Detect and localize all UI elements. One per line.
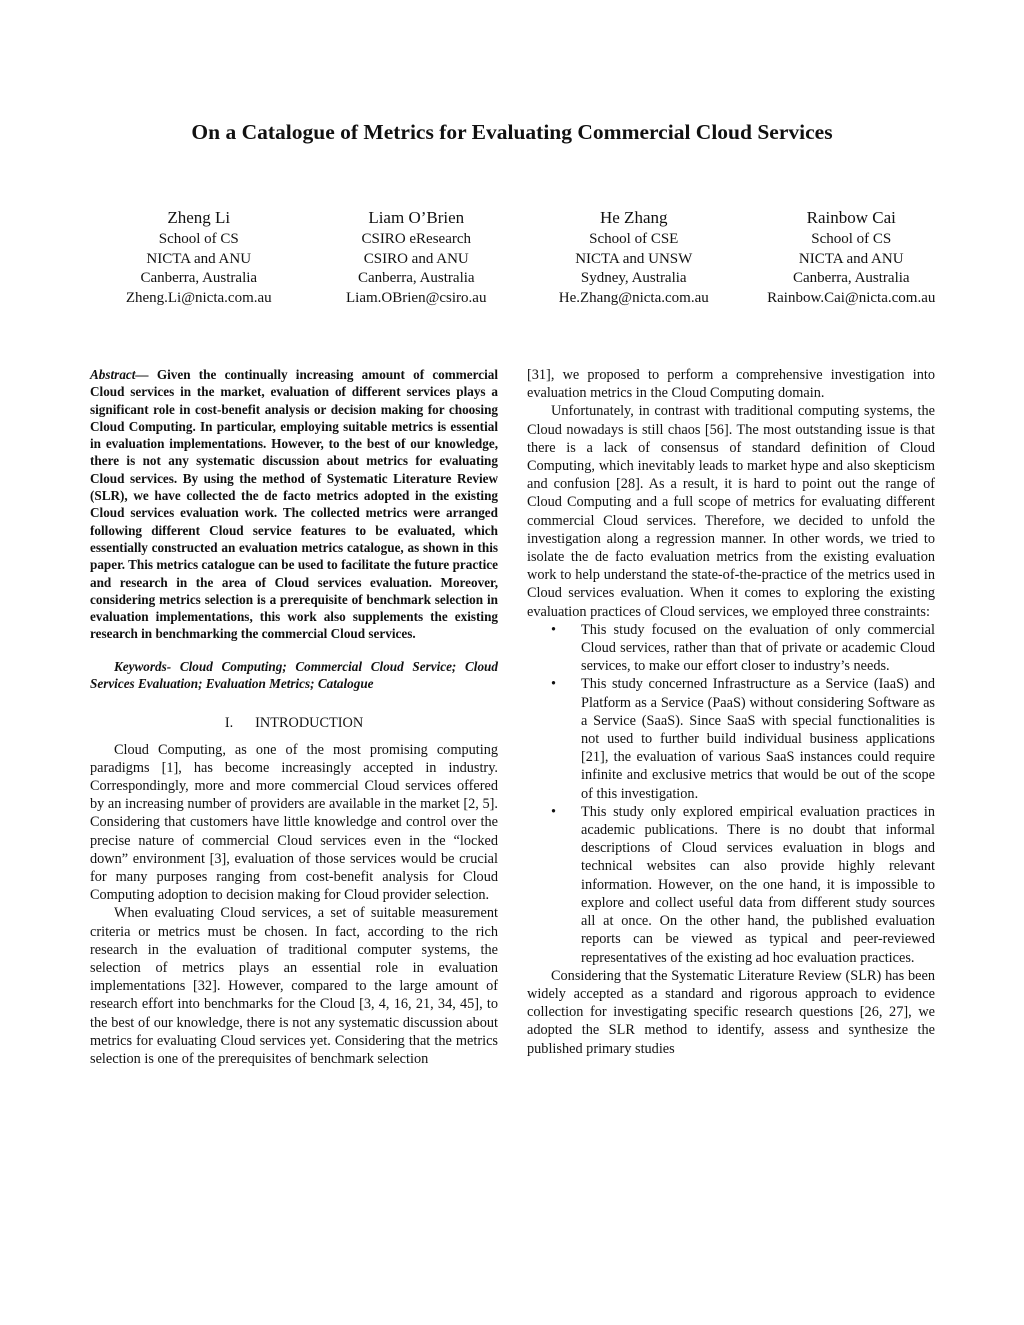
author-email: Rainbow.Cai@nicta.com.au [767, 289, 936, 306]
author-card [525, 206, 743, 308]
list-item-text: This study focused on the evaluation of only commercial Cloud services, rather than that of private or academic Cloud services, to make our effort closer to industry’s needs. [581, 621, 935, 675]
author-email: He.Zhang@nicta.com.au [558, 289, 709, 306]
bullet-icon: • [551, 621, 557, 638]
paragraph-continuation: [31], we proposed to perform a comprehensive investigation into evaluation metrics in the Cloud Computing domain. [527, 367, 935, 402]
author-location: Sydney, Australia [580, 270, 687, 286]
author-name: He Zhang [599, 208, 668, 227]
list-item [527, 803, 935, 967]
left-column [90, 366, 498, 1068]
author-department: CSIRO eResearch [361, 231, 472, 247]
right-column [527, 366, 935, 1058]
section-title-rest: NTRODUCTION [259, 715, 364, 732]
bullet-icon: • [551, 803, 557, 820]
author-block [90, 206, 960, 308]
paragraph: Cloud Computing, as one of the most promising computing paradigms [1], has become increasingly accepted in industry. Correspondingly, more and more commercial Cloud services offered by an increasing number of providers are available in the market [2, 5]. Considering that customers have little knowledge and control over the precise nature of commercial Cloud services even in the “locked down” environment [3], evaluation of those services would be crucial for many purposes ranging from cost-benefit analysis for Cloud Computing adoption to decision making for Cloud provider selection. [90, 741, 498, 904]
author-name: Liam O’Brien [368, 208, 465, 227]
author-organization: NICTA and ANU [798, 250, 904, 267]
author-organization: CSIRO and ANU [363, 250, 469, 267]
bullet-icon: • [551, 676, 557, 693]
list-item [527, 621, 935, 676]
list-item-text: This study only explored empirical evaluation practices in academic publications. There is no doubt that informal descriptions of Cloud services evaluation in blogs and technical websites can also provide highly relevant information. However, on the one hand, it is impossible to explore and collect useful data from different study sources all at once. On the other hand, the published evaluation reports can be viewed as typical and peer-reviewed representatives of the existing ad hoc evaluation practices. [581, 803, 935, 966]
constraints-list [527, 621, 935, 967]
author-department: School of CSE [589, 231, 679, 247]
author-email: Liam.OBrien@csiro.au [346, 289, 487, 306]
abstract [90, 366, 498, 643]
author-location: Canberra, Australia [357, 270, 475, 286]
author-email: Zheng.Li@nicta.com.au [125, 289, 272, 306]
abstract-label: Abstract— [90, 367, 149, 382]
paragraph: Considering that the Systematic Literature Review (SLR) has been widely accepted as a standard and rigorous approach to evidence collection for investigating specific research questions [26, 27], we adopted the SLR method to identify, assess and synthesize the published primary studies [527, 967, 935, 1057]
author-name: Zheng Li [167, 208, 231, 227]
section-heading [90, 714, 498, 732]
author-card [308, 206, 526, 308]
list-item-text: This study concerned Infrastructure as a Service (IaaS) and Platform as a Service (PaaS) without considering Software as a Service (SaaS). Since SaaS with special functionalities is not used to further build individual business applications [21], the evaluation of various SaaS instances could require infinite and exclusive metrics that would be out of the scope of this investigation. [581, 676, 935, 802]
paper-title: On a Catalogue of Metrics for Evaluating Commercial Cloud Services [191, 120, 833, 144]
list-item [527, 675, 935, 802]
section-title-initial: I [255, 715, 260, 732]
author-card [90, 206, 308, 308]
author-department: School of CS [811, 231, 892, 247]
author-card [743, 206, 961, 308]
author-organization: NICTA and UNSW [575, 250, 693, 267]
keywords: Keywords- Cloud Computing; Commercial Cloud Service; Cloud Services Evaluation; Evaluation Metrics; Catalogue [90, 658, 498, 692]
paragraph: When evaluating Cloud services, a set of suitable measurement criteria or metrics must be chosen. In fact, according to the rich research in the evaluation of traditional computer systems, the selection of metrics plays an essential role in evaluation implementations [32]. However, compared to the large amount of research effort into benchmarks for the Cloud [3, 4, 16, 21, 34, 45], to the best of our knowledge, there is not any systematic discussion about metrics for evaluating Cloud services yet. Considering that the metrics selection is one of the prerequisites of benchmark selection [90, 905, 498, 1067]
author-name: Rainbow Cai [806, 208, 896, 227]
paragraph: Unfortunately, in contrast with traditional computing systems, the Cloud nowadays is still chaos [56]. The most outstanding issue is that there is a lack of consensus of standard definition of Cloud Computing, which inevitably leads to market hype and also skepticism and confusion [28]. As a result, it is hard to point out the range of Cloud Computing and a full scope of metrics for evaluating different commercial Cloud services. Therefore, we decided to unfold the investigation along a regression manner. In other words, we tried to isolate the de facto evaluation metrics from the existing evaluation work to help understand the state-of-the-practice of the metrics used in Cloud services evaluation. When it comes to exploring the existing evaluation practices of Cloud services, we employed three constraints: [527, 403, 935, 620]
section-number: I. [224, 715, 234, 732]
abstract-text: Given the continually increasing amount of commercial Cloud services in the market, evaluation of different services plays a significant role in cost-benefit analysis or decision making for choosing Cloud Computing. In particular, employing suitable metrics is essential in evaluation implementations. However, to the best of our knowledge, there is not any systematic discussion about metrics for evaluating Cloud services. By using the method of Systematic Literature Review (SLR), we have collected the de facto metrics adopted in the existing Cloud services evaluation work. The collected metrics were arranged following different Cloud service features to be evaluated, which essentially constructed an evaluation metrics catalogue, as shown in this paper. This metrics catalogue can be used to facilitate the future practice and research in the area of Cloud services evaluation. Moreover, considering metrics selection is a prerequisite of benchmark selection in evaluation implementations, this work also supplements the existing research in benchmarking the commercial Cloud services. [90, 367, 498, 642]
author-department: School of CS [158, 231, 239, 247]
author-location: Canberra, Australia [140, 270, 258, 286]
author-organization: NICTA and ANU [146, 250, 252, 267]
author-location: Canberra, Australia [792, 270, 910, 286]
